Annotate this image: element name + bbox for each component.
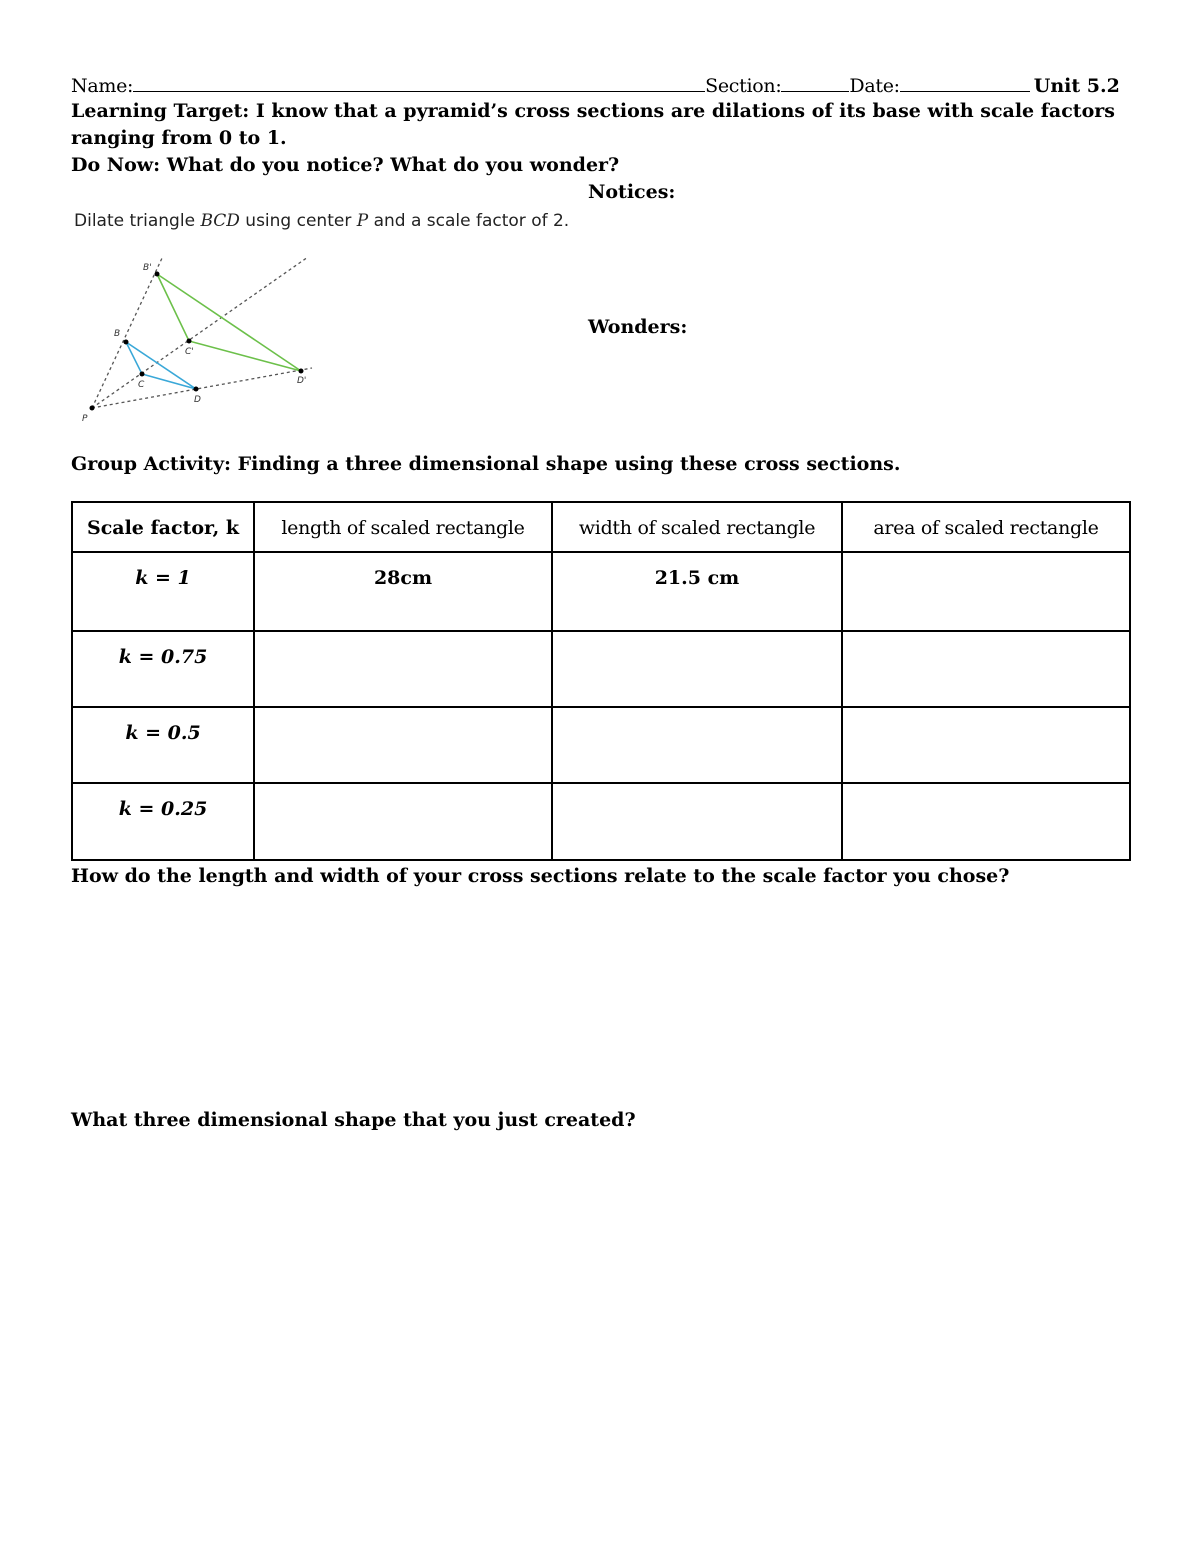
question-2: What three dimensional shape that you just created? [71,1109,636,1131]
notices-label: Notices: [588,181,676,203]
dilation-diagram [0,0,1200,440]
width-cell[interactable]: 21.5 cm [552,552,842,631]
triangle-bcd-image [157,274,301,371]
width-cell[interactable] [552,707,842,783]
area-cell[interactable] [842,552,1130,631]
date-label: Date: [849,75,900,97]
scale-factor-cell: k = 1 [72,552,254,631]
learning-target: Learning Target: I know that a pyramid’s cross sections are dilations of its base with scale factors [71,100,1115,122]
group-activity-heading: Group Activity: Finding a three dimensional shape using these cross sections. [71,453,901,475]
length-cell[interactable] [254,783,552,860]
figure-caption: Dilate triangle BCD using center P and a scale factor of 2. [74,211,570,231]
header-length: length of scaled rectangle [254,502,552,552]
width-cell[interactable] [552,631,842,707]
header-area: area of scaled rectangle [842,502,1130,552]
scale-factor-cell: k = 0.5 [72,707,254,783]
name-label: Name: [71,75,134,97]
label-c-prime: C' [185,347,194,357]
area-cell[interactable] [842,783,1130,860]
learning-target-cont: ranging from 0 to 1. [71,127,287,149]
label-d: D [194,395,201,405]
label-b-prime: B' [143,263,152,273]
wonders-label: Wonders: [588,316,688,338]
header-width: width of scaled rectangle [552,502,842,552]
header-scale-factor: Scale factor, k [72,502,254,552]
length-cell[interactable] [254,707,552,783]
label-b: B [114,329,121,339]
ray-pc [92,257,308,408]
unit-label: Unit 5.2 [1033,75,1120,97]
table-row [72,707,1130,783]
ray-pd [92,368,312,408]
question-1: How do the length and width of your cross sections relate to the scale factor you chose? [71,865,1010,887]
cross-section-table [71,501,1131,861]
length-cell[interactable]: 28cm [254,552,552,631]
table-row [72,552,1130,631]
table-row [72,631,1130,707]
do-now: Do Now: What do you notice? What do you wonder? [71,154,620,176]
scale-factor-cell: k = 0.75 [72,631,254,707]
scale-factor-cell: k = 0.25 [72,783,254,860]
length-cell[interactable] [254,631,552,707]
section-label: Section: [705,75,782,97]
ray-pb [92,256,163,408]
table-row [72,783,1130,860]
area-cell[interactable] [842,631,1130,707]
width-cell[interactable] [552,783,842,860]
label-p: P [82,414,88,424]
area-cell[interactable] [842,707,1130,783]
table-header-row [72,502,1130,552]
label-c: C [138,380,145,390]
label-d-prime: D' [297,376,307,386]
